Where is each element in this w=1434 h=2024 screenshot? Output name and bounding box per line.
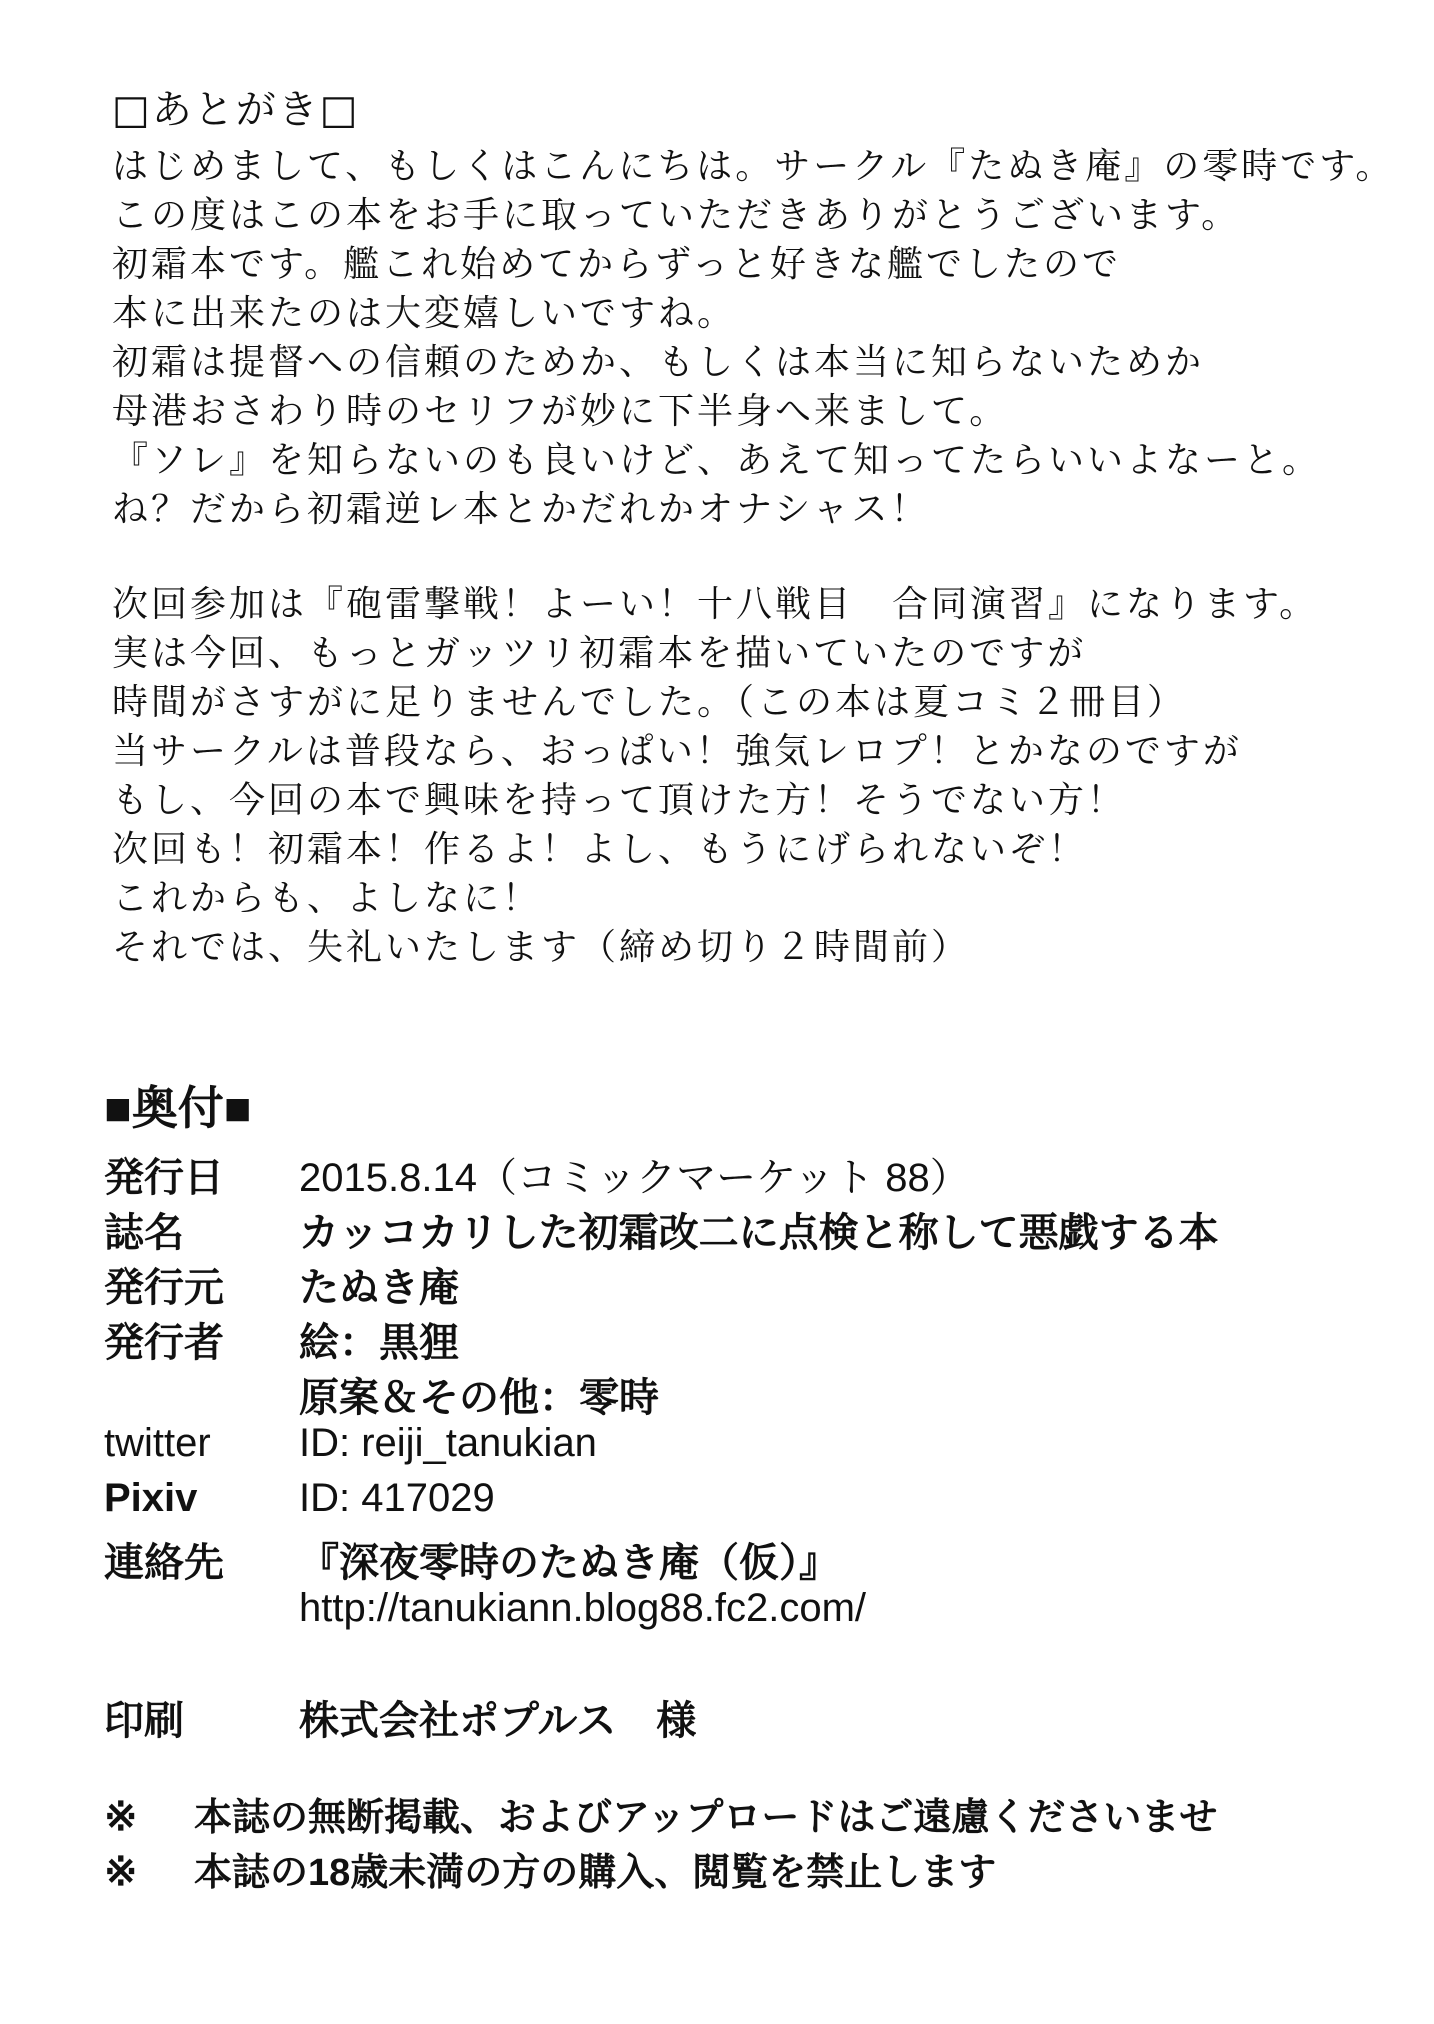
book-title-row	[104, 1201, 1404, 1256]
issue-date-value: 2015.8.14（コミックマーケット 88）	[299, 1156, 970, 1200]
publisher-value: たぬき庵	[299, 1266, 459, 1310]
author-story-value: 原案＆その他：零時	[299, 1376, 659, 1420]
afterword-line: ね？だから初霜逆レ本とかだれかオナシャス！	[112, 489, 930, 530]
issue-date-label: 発行日	[104, 1156, 224, 1200]
afterword-title: □あとがき□	[112, 87, 360, 133]
afterword-line: 初霜は提督への信頼のためか、もしくは本当に知らないためか	[112, 342, 1205, 383]
contact-name-value: 『深夜零時のたぬき庵（仮）』	[299, 1541, 839, 1585]
note-mark: ※	[104, 1850, 138, 1894]
note-row	[104, 1841, 1404, 1896]
afterword-line: 本に出来たのは大変嬉しいですね。	[112, 293, 737, 334]
author-row	[104, 1311, 1404, 1366]
colophon-section	[104, 1078, 1404, 1896]
afterword-line: 初霜本です。艦これ始めてからずっと好きな艦でしたので	[112, 244, 1121, 285]
afterword-line: 次回も！初霜本！作るよ！よし、もうにげられないぞ！	[112, 829, 1088, 870]
author-label: 発行者	[104, 1321, 224, 1365]
contact-url-row	[104, 1586, 1404, 1641]
afterword-line: 『ソレ』を知らないのも良いけど、あえて知ってたらいいよなーと。	[112, 440, 1322, 481]
afterword-line: もし、今回の本で興味を持って頂けた方！そうでない方！	[112, 780, 1127, 821]
contact-row	[104, 1531, 1404, 1586]
twitter-value: ID: reiji_tanukian	[299, 1421, 597, 1465]
afterword-line: 実は今回、もっとガッツリ初霜本を描いていたのですが	[112, 633, 1087, 674]
afterword-line: 母港おさわり時のセリフが妙に下半身へ来まして。	[112, 391, 1009, 432]
author-art-value: 絵：黒狸	[299, 1321, 459, 1365]
afterword-line: 時間がさすがに足りませんでした。（この本は夏コミ２冊目）	[112, 682, 1187, 723]
afterword-section	[112, 80, 1412, 972]
book-title-value: カッコカリした初霜改二に点検と称して悪戯する本	[299, 1211, 1219, 1255]
note-text: 本誌の18歳未満の方の購入、閲覧を禁止します	[194, 1852, 997, 1894]
printer-label: 印刷	[104, 1699, 184, 1743]
afterword-line: 当サークルは普段なら、おっぱい！強気レロプ！とかなのですが	[112, 731, 1242, 772]
afterword-line: この度はこの本をお手に取っていただきありがとうございます。	[112, 195, 1241, 236]
paragraph-gap	[112, 534, 1412, 580]
note-row	[104, 1786, 1404, 1841]
publisher-label: 発行元	[104, 1266, 224, 1310]
twitter-row	[104, 1421, 1404, 1476]
issue-date-row	[104, 1146, 1404, 1201]
afterword-line: それでは、失礼いたします（締め切り２時間前）	[112, 927, 971, 968]
note-text: 本誌の無断掲載、およびアップロードはご遠慮くださいませ	[194, 1797, 1218, 1839]
afterword-line: これからも、よしなに！	[112, 878, 542, 919]
afterword-line: 次回参加は『砲雷撃戦！よーい！十八戦目 合同演習』になります。	[112, 584, 1319, 625]
notes	[104, 1786, 1404, 1896]
note-mark: ※	[104, 1795, 138, 1839]
twitter-label: twitter	[104, 1421, 211, 1465]
section-gap	[104, 1641, 1404, 1689]
pixiv-label: Pixiv	[104, 1476, 198, 1520]
author-story-row	[104, 1366, 1404, 1421]
contact-url-value: http://tanukiann.blog88.fc2.com/	[299, 1586, 867, 1630]
printer-row	[104, 1689, 1404, 1744]
afterword-line: はじめまして、もしくはこんにちは。サークル『たぬき庵』の零時です。	[112, 146, 1395, 187]
pixiv-value: ID: 417029	[299, 1476, 495, 1520]
pixiv-row	[104, 1476, 1404, 1531]
colophon-title: ■奥付■	[104, 1082, 252, 1134]
printer-value: 株式会社ポプルス 様	[299, 1699, 697, 1743]
contact-label: 連絡先	[104, 1541, 224, 1585]
book-title-label: 誌名	[104, 1211, 184, 1255]
publisher-row	[104, 1256, 1404, 1311]
